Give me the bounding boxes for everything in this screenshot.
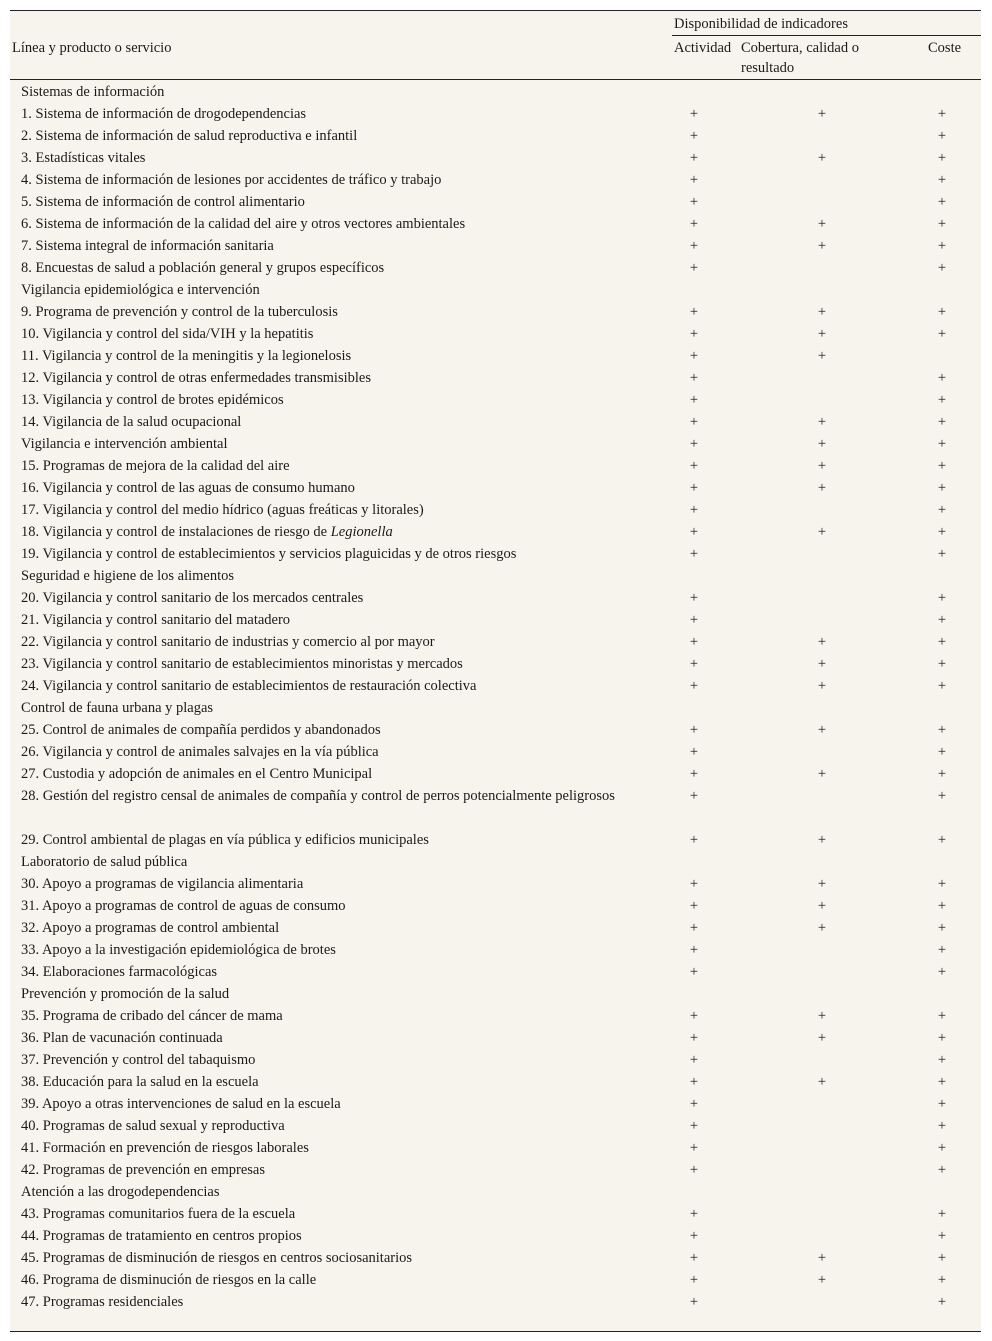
table-row xyxy=(10,1093,981,1115)
header-coverage-cont: resultado xyxy=(741,60,795,76)
cost-mark: + xyxy=(937,634,947,650)
table-row xyxy=(10,763,981,785)
coverage-mark: + xyxy=(817,238,827,254)
activity-mark: + xyxy=(689,876,699,892)
coverage-mark: + xyxy=(817,876,827,892)
table-row xyxy=(10,1203,981,1225)
item-name: 22. Vigilancia y control sanitario de industrias y comercio al por mayor xyxy=(21,634,435,650)
coverage-mark: + xyxy=(817,678,827,694)
table-row xyxy=(10,411,981,433)
coverage-mark: + xyxy=(817,1074,827,1090)
cost-mark: + xyxy=(937,260,947,276)
cost-mark: + xyxy=(937,502,947,518)
cost-mark: + xyxy=(937,392,947,408)
coverage-mark: + xyxy=(817,722,827,738)
table-row xyxy=(10,499,981,521)
table-row xyxy=(10,1269,981,1291)
coverage-mark: + xyxy=(817,766,827,782)
coverage-mark: + xyxy=(817,326,827,342)
table-row xyxy=(10,543,981,565)
item-name: 5. Sistema de información de control alimentario xyxy=(21,194,305,210)
activity-mark: + xyxy=(689,590,699,606)
cost-mark: + xyxy=(937,1096,947,1112)
cost-mark: + xyxy=(937,238,947,254)
cost-mark: + xyxy=(937,414,947,430)
item-name: 11. Vigilancia y control de la meningitis y la legionelosis xyxy=(21,348,352,364)
item-name: Vigilancia e intervención ambiental xyxy=(21,436,228,452)
activity-mark: + xyxy=(689,326,699,342)
cost-mark: + xyxy=(937,942,947,958)
section-row xyxy=(10,1181,981,1203)
activity-mark: + xyxy=(689,216,699,232)
cost-mark: + xyxy=(937,216,947,232)
cost-mark: + xyxy=(937,1272,947,1288)
table-row xyxy=(10,367,981,389)
activity-mark: + xyxy=(689,480,699,496)
activity-mark: + xyxy=(689,788,699,804)
table-row xyxy=(10,521,981,543)
item-name: 17. Vigilancia y control del medio hídrico (aguas freáticas y litorales) xyxy=(21,502,424,518)
item-name: 3. Estadísticas vitales xyxy=(21,150,146,166)
cost-mark: + xyxy=(937,128,947,144)
coverage-mark: + xyxy=(817,1030,827,1046)
cost-mark: + xyxy=(937,304,947,320)
coverage-mark: + xyxy=(817,656,827,672)
table-row xyxy=(10,1049,981,1071)
activity-mark: + xyxy=(689,172,699,188)
section-title: Sistemas de información xyxy=(21,84,165,100)
section-row xyxy=(10,279,981,301)
activity-mark: + xyxy=(689,458,699,474)
item-name: 27. Custodia y adopción de animales en el Centro Municipal xyxy=(21,766,373,782)
item-name: 45. Programas de disminución de riesgos en centros sociosanitarios xyxy=(21,1250,413,1266)
table-row xyxy=(10,785,981,829)
activity-mark: + xyxy=(689,1074,699,1090)
cost-mark: + xyxy=(937,964,947,980)
section-row xyxy=(10,81,981,103)
header-activity: Actividad xyxy=(674,40,732,56)
coverage-mark: + xyxy=(817,304,827,320)
item-name: 40. Programas de salud sexual y reproductiva xyxy=(21,1118,285,1134)
activity-mark: + xyxy=(689,414,699,430)
table-row xyxy=(10,719,981,741)
cost-mark: + xyxy=(937,1052,947,1068)
section-row xyxy=(10,565,981,587)
item-name: 13. Vigilancia y control de brotes epidémicos xyxy=(21,392,284,408)
table-row xyxy=(10,257,981,279)
cost-mark: + xyxy=(937,480,947,496)
cost-mark: + xyxy=(937,194,947,210)
cost-mark: + xyxy=(937,722,947,738)
cost-mark: + xyxy=(937,546,947,562)
activity-mark: + xyxy=(689,238,699,254)
item-name: 32. Apoyo a programas de control ambiental xyxy=(21,920,280,936)
cost-mark: + xyxy=(937,524,947,540)
item-name: 12. Vigilancia y control de otras enfermedades transmisibles xyxy=(21,370,371,386)
item-name: 16. Vigilancia y control de las aguas de consumo humano xyxy=(21,480,355,496)
activity-mark: + xyxy=(689,348,699,364)
table-row xyxy=(10,917,981,939)
section-title: Vigilancia epidemiológica e intervención xyxy=(21,282,260,298)
item-name: 26. Vigilancia y control de animales salvajes en la vía pública xyxy=(21,744,379,760)
item-name: 18. Vigilancia y control de instalaciones de riesgo de Legionella xyxy=(21,524,393,540)
activity-mark: + xyxy=(689,1008,699,1024)
activity-mark: + xyxy=(689,1250,699,1266)
item-name: 4. Sistema de información de lesiones por accidentes de tráfico y trabajo xyxy=(21,172,442,188)
item-name: 9. Programa de prevención y control de la tuberculosis xyxy=(21,304,338,320)
activity-mark: + xyxy=(689,1228,699,1244)
header-bottom-rule xyxy=(10,79,981,80)
activity-mark: + xyxy=(689,744,699,760)
item-name: 41. Formación en prevención de riesgos laborales xyxy=(21,1140,309,1156)
item-name: 29. Control ambiental de plagas en vía pública y edificios municipales xyxy=(21,832,429,848)
item-name: 25. Control de animales de compañía perdidos y abandonados xyxy=(21,722,381,738)
item-name: 46. Programa de disminución de riesgos en la calle xyxy=(21,1272,317,1288)
cost-mark: + xyxy=(937,436,947,452)
table-row xyxy=(10,345,981,367)
item-name: 37. Prevención y control del tabaquismo xyxy=(21,1052,256,1068)
table-row xyxy=(10,741,981,763)
coverage-mark: + xyxy=(817,898,827,914)
cost-mark: + xyxy=(937,832,947,848)
cost-mark: + xyxy=(937,744,947,760)
coverage-mark: + xyxy=(817,216,827,232)
table-row xyxy=(10,323,981,345)
table-row xyxy=(10,1159,981,1181)
activity-mark: + xyxy=(689,898,699,914)
activity-mark: + xyxy=(689,1294,699,1310)
table-row xyxy=(10,477,981,499)
activity-mark: + xyxy=(689,656,699,672)
activity-mark: + xyxy=(689,436,699,452)
activity-mark: + xyxy=(689,502,699,518)
item-name: 44. Programas de tratamiento en centros propios xyxy=(21,1228,302,1244)
table-row xyxy=(10,675,981,697)
item-name: 34. Elaboraciones farmacológicas xyxy=(21,964,218,980)
cost-mark: + xyxy=(937,898,947,914)
cost-mark: + xyxy=(937,590,947,606)
header-cost: Coste xyxy=(928,40,962,56)
cost-mark: + xyxy=(937,788,947,804)
activity-mark: + xyxy=(689,194,699,210)
section-title: Seguridad e higiene de los alimentos xyxy=(21,568,235,584)
table-row xyxy=(10,939,981,961)
table-row xyxy=(10,1005,981,1027)
table-row xyxy=(10,1027,981,1049)
activity-mark: + xyxy=(689,678,699,694)
activity-mark: + xyxy=(689,964,699,980)
cost-mark: + xyxy=(937,458,947,474)
table-row xyxy=(10,169,981,191)
cost-mark: + xyxy=(937,1294,947,1310)
activity-mark: + xyxy=(689,106,699,122)
coverage-mark: + xyxy=(817,524,827,540)
cost-mark: + xyxy=(937,1228,947,1244)
item-name: 39. Apoyo a otras intervenciones de salud en la escuela xyxy=(21,1096,341,1112)
cost-mark: + xyxy=(937,1074,947,1090)
cost-mark: + xyxy=(937,106,947,122)
cost-mark: + xyxy=(937,1250,947,1266)
item-name: 33. Apoyo a la investigación epidemiológica de brotes xyxy=(21,942,336,958)
activity-mark: + xyxy=(689,1162,699,1178)
item-name: 23. Vigilancia y control sanitario de establecimientos minoristas y mercados xyxy=(21,656,463,672)
section-title: Control de fauna urbana y plagas xyxy=(21,700,214,716)
table-row xyxy=(10,191,981,213)
cost-mark: + xyxy=(937,678,947,694)
item-name: 47. Programas residenciales xyxy=(21,1294,184,1310)
indicators-table xyxy=(10,10,981,1332)
table-row xyxy=(10,1071,981,1093)
item-name: 31. Apoyo a programas de control de aguas de consumo xyxy=(21,898,346,914)
cost-mark: + xyxy=(937,1206,947,1222)
header-group-availability: Disponibilidad de indicadores xyxy=(674,16,848,32)
coverage-mark: + xyxy=(817,1008,827,1024)
activity-mark: + xyxy=(689,370,699,386)
item-name: 19. Vigilancia y control de establecimientos y servicios plaguicidas y de otros riesgos xyxy=(21,546,517,562)
table-row xyxy=(10,961,981,983)
table-row xyxy=(10,829,981,851)
cost-mark: + xyxy=(937,1162,947,1178)
activity-mark: + xyxy=(689,128,699,144)
activity-mark: + xyxy=(689,832,699,848)
section-row xyxy=(10,697,981,719)
table-row xyxy=(10,125,981,147)
activity-mark: + xyxy=(689,1206,699,1222)
table-row xyxy=(10,587,981,609)
cost-mark: + xyxy=(937,1008,947,1024)
item-name: 2. Sistema de información de salud reproductiva e infantil xyxy=(21,128,358,144)
cost-mark: + xyxy=(937,766,947,782)
table-row xyxy=(10,103,981,125)
item-name: 8. Encuestas de salud a población general y grupos específicos xyxy=(21,260,385,276)
cost-mark: + xyxy=(937,172,947,188)
header-coverage: Cobertura, calidad o xyxy=(741,40,859,56)
table-row xyxy=(10,1225,981,1247)
item-name: 21. Vigilancia y control sanitario del matadero xyxy=(21,612,291,628)
table-row xyxy=(10,455,981,477)
table-row xyxy=(10,1247,981,1269)
activity-mark: + xyxy=(689,722,699,738)
activity-mark: + xyxy=(689,1030,699,1046)
activity-mark: + xyxy=(689,524,699,540)
cost-mark: + xyxy=(937,612,947,628)
coverage-mark: + xyxy=(817,480,827,496)
activity-mark: + xyxy=(689,942,699,958)
header-group-rule xyxy=(672,35,981,36)
item-name: 20. Vigilancia y control sanitario de los mercados centrales xyxy=(21,590,364,606)
activity-mark: + xyxy=(689,1096,699,1112)
activity-mark: + xyxy=(689,634,699,650)
table-row xyxy=(10,1291,981,1313)
section-title: Atención a las drogodependencias xyxy=(21,1184,220,1200)
coverage-mark: + xyxy=(817,458,827,474)
coverage-mark: + xyxy=(817,1272,827,1288)
table-row xyxy=(10,301,981,323)
coverage-mark: + xyxy=(817,414,827,430)
item-name: 35. Programa de cribado del cáncer de mama xyxy=(21,1008,283,1024)
item-name: 43. Programas comunitarios fuera de la escuela xyxy=(21,1206,296,1222)
section-title: Prevención y promoción de la salud xyxy=(21,986,230,1002)
table-row xyxy=(10,873,981,895)
table-row xyxy=(10,213,981,235)
coverage-mark: + xyxy=(817,920,827,936)
cost-mark: + xyxy=(937,656,947,672)
table-row xyxy=(10,389,981,411)
table-row xyxy=(10,433,981,455)
activity-mark: + xyxy=(689,1052,699,1068)
header-line-product: Línea y producto o servicio xyxy=(12,40,172,56)
cost-mark: + xyxy=(937,920,947,936)
activity-mark: + xyxy=(689,1118,699,1134)
item-name: 28. Gestión del registro censal de animales de compañía y control de perros potencialmente peligrosos xyxy=(21,788,615,804)
table-row xyxy=(10,235,981,257)
cost-mark: + xyxy=(937,370,947,386)
cost-mark: + xyxy=(937,876,947,892)
item-name: 6. Sistema de información de la calidad del aire y otros vectores ambientales xyxy=(21,216,466,232)
coverage-mark: + xyxy=(817,348,827,364)
table-row xyxy=(10,1115,981,1137)
activity-mark: + xyxy=(689,1140,699,1156)
section-title: Laboratorio de salud pública xyxy=(21,854,188,870)
cost-mark: + xyxy=(937,1118,947,1134)
activity-mark: + xyxy=(689,920,699,936)
activity-mark: + xyxy=(689,392,699,408)
table-row xyxy=(10,609,981,631)
item-name: 15. Programas de mejora de la calidad del aire xyxy=(21,458,290,474)
item-name: 30. Apoyo a programas de vigilancia alimentaria xyxy=(21,876,304,892)
activity-mark: + xyxy=(689,260,699,276)
activity-mark: + xyxy=(689,304,699,320)
coverage-mark: + xyxy=(817,1250,827,1266)
coverage-mark: + xyxy=(817,832,827,848)
table-row xyxy=(10,895,981,917)
activity-mark: + xyxy=(689,766,699,782)
coverage-mark: + xyxy=(817,436,827,452)
cost-mark: + xyxy=(937,1030,947,1046)
activity-mark: + xyxy=(689,612,699,628)
activity-mark: + xyxy=(689,546,699,562)
item-name: 1. Sistema de información de drogodependencias xyxy=(21,106,307,122)
item-name: 7. Sistema integral de información sanitaria xyxy=(21,238,274,254)
cost-mark: + xyxy=(937,1140,947,1156)
cost-mark: + xyxy=(937,326,947,342)
section-row xyxy=(10,851,981,873)
item-name: 38. Educación para la salud en la escuela xyxy=(21,1074,259,1090)
table-row xyxy=(10,1137,981,1159)
item-name: 24. Vigilancia y control sanitario de establecimientos de restauración colectiva xyxy=(21,678,477,694)
item-name-italic: Legionella xyxy=(330,524,393,540)
table-row xyxy=(10,653,981,675)
item-name: 10. Vigilancia y control del sida/VIH y la hepatitis xyxy=(21,326,314,342)
item-name: 42. Programas de prevención en empresas xyxy=(21,1162,266,1178)
table-row xyxy=(10,147,981,169)
table-row xyxy=(10,631,981,653)
coverage-mark: + xyxy=(817,106,827,122)
coverage-mark: + xyxy=(817,150,827,166)
activity-mark: + xyxy=(689,1272,699,1288)
section-row xyxy=(10,983,981,1005)
item-name: 36. Plan de vacunación continuada xyxy=(21,1030,223,1046)
activity-mark: + xyxy=(689,150,699,166)
cost-mark: + xyxy=(937,150,947,166)
coverage-mark: + xyxy=(817,634,827,650)
item-name: 14. Vigilancia de la salud ocupacional xyxy=(21,414,242,430)
